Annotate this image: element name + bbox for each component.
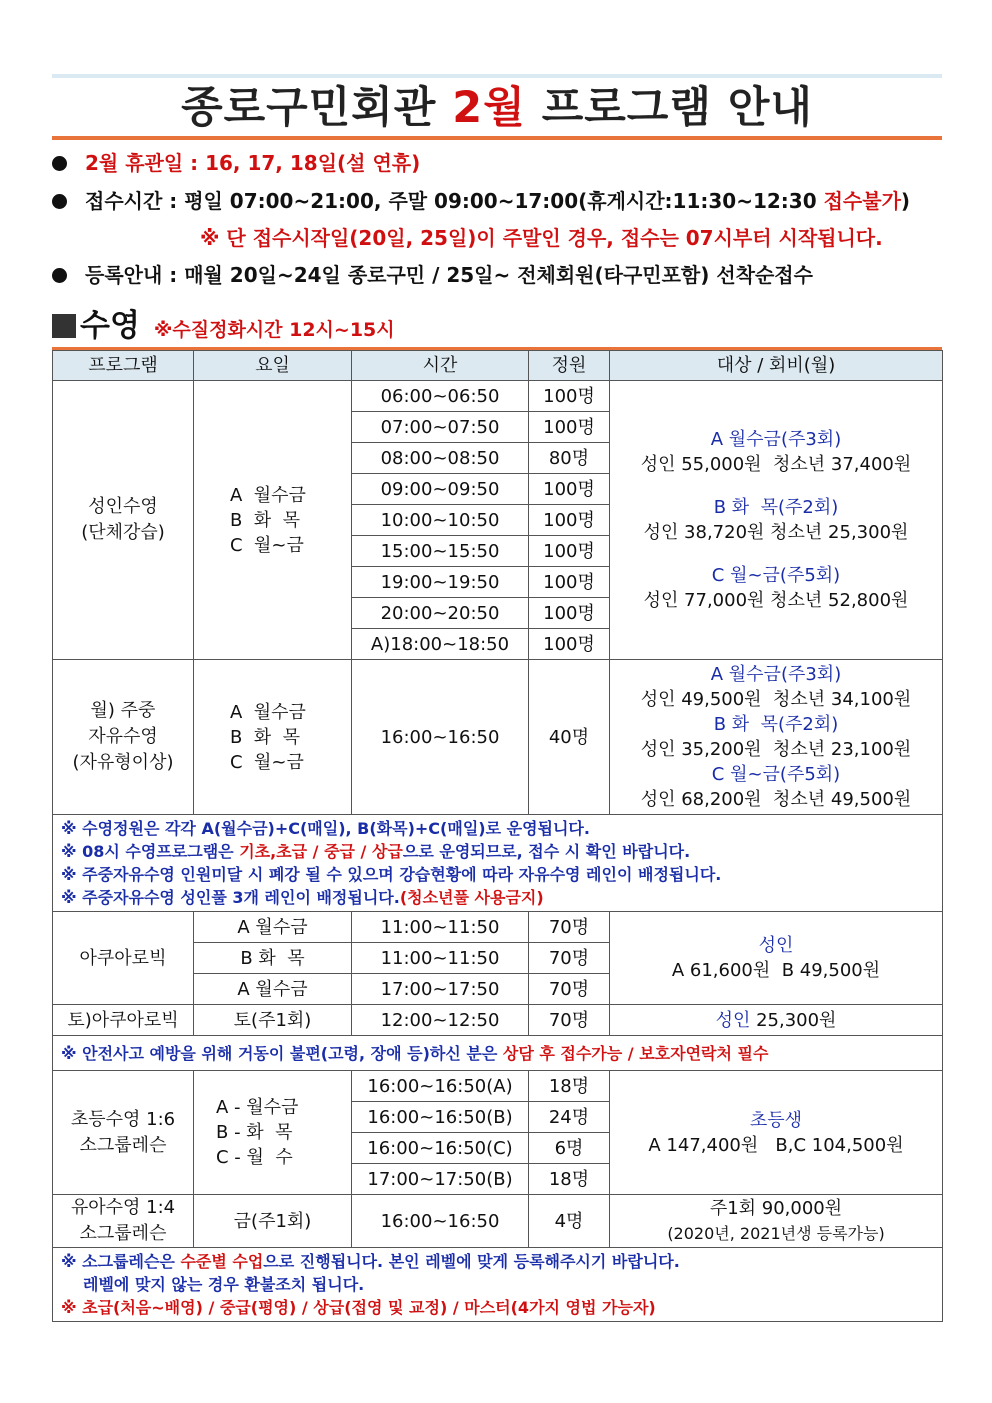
fee-label: 성인 xyxy=(758,935,794,956)
table-row xyxy=(53,1195,943,1248)
fee-price: 25,300원 xyxy=(750,1009,837,1031)
reception-closed-text: 접수불가 xyxy=(823,189,901,213)
header-program: 프로그램 xyxy=(53,351,194,381)
capacity-cell: 6명 xyxy=(529,1133,610,1164)
day-cell: B 화 목 xyxy=(194,943,352,974)
fee-label: B 화 목(주2회) xyxy=(713,497,839,518)
header-capacity: 정원 xyxy=(529,351,610,381)
table-row xyxy=(53,1036,943,1071)
fee-label: A 월수금(주3회) xyxy=(710,429,842,450)
elem-fee-cell xyxy=(610,1071,943,1195)
capacity-cell: 100명 xyxy=(529,536,610,567)
bullet-icon xyxy=(52,194,67,209)
fee-label: C 월~금(주5회) xyxy=(711,764,841,785)
top-divider xyxy=(52,74,942,78)
kids-program-cell xyxy=(53,1195,194,1248)
free-program-cell xyxy=(53,660,194,815)
capacity-cell: 100명 xyxy=(529,381,610,412)
adult-program-cell xyxy=(53,381,194,660)
time-cell: 15:00~15:50 xyxy=(352,536,529,567)
safety-note xyxy=(53,1036,943,1071)
registration-text: 등록안내 : 매월 20일~24일 종로구민 / 25일~ 전체회원(타구민포함) 선착순접수 xyxy=(85,263,813,287)
closed-days-text: 2월 휴관일 : 16, 17, 18일(설 연휴) xyxy=(85,151,421,175)
page-title xyxy=(52,82,942,134)
kids-fee-cell xyxy=(610,1195,943,1248)
time-cell: 07:00~07:50 xyxy=(352,412,529,443)
table-row xyxy=(53,660,943,815)
capacity-cell: 80명 xyxy=(529,443,610,474)
capacity-cell: 4명 xyxy=(529,1195,610,1248)
title-text-pre: 종로구민회관 xyxy=(181,83,453,133)
note-line: ※ 주중자유수영 인원미달 시 폐강 될 수 있으며 강습현황에 따라 자유수영 레인이 배정됩니다. xyxy=(61,865,722,884)
time-cell: 16:00~16:50 xyxy=(352,660,529,815)
fee-label: B 화 목(주2회) xyxy=(713,714,839,735)
header-target-fee: 대상 / 회비(월) xyxy=(610,351,943,381)
note-highlight: 상담 후 접수가능 / 보호자연락처 필수 xyxy=(502,1043,769,1063)
adult-day-b: B 화 목 xyxy=(230,509,301,531)
capacity-cell: 24명 xyxy=(529,1102,610,1133)
bullet-icon xyxy=(52,268,67,283)
day-cell: 금(주1회) xyxy=(194,1195,352,1248)
header-days: 요일 xyxy=(194,351,352,381)
time-cell: 11:00~11:50 xyxy=(352,943,529,974)
time-cell: 20:00~20:50 xyxy=(352,598,529,629)
capacity-cell: 100명 xyxy=(529,474,610,505)
note-text: ※ 소그룹레슨은 xyxy=(61,1252,181,1271)
reception-hours-close: ) xyxy=(900,189,911,213)
elem-day-c: C - 월 수 xyxy=(216,1147,293,1168)
note-highlight: 수준별 수업 xyxy=(180,1252,264,1271)
sat-aqua-program-cell: 토)아쿠아로빅 xyxy=(53,1005,194,1036)
time-cell: 16:00~16:50(A) xyxy=(352,1071,529,1102)
fee-label: 성인 xyxy=(715,1009,751,1031)
note-highlight: 기초,초급 / 중급 / 상급 xyxy=(239,842,403,861)
time-cell: A)18:00~18:50 xyxy=(352,629,529,660)
time-cell: 11:00~11:50 xyxy=(352,912,529,943)
day-cell: A 월수금 xyxy=(194,974,352,1005)
reception-note: ※ 단 접수시작일(20일, 25일)이 주말인 경우, 접수는 07시부터 시작됩니다. xyxy=(200,226,883,250)
capacity-cell: 18명 xyxy=(529,1164,610,1195)
capacity-cell: 70명 xyxy=(529,974,610,1005)
time-cell: 16:00~16:50(B) xyxy=(352,1102,529,1133)
reception-hours-line xyxy=(52,188,910,214)
bullet-icon xyxy=(52,156,67,171)
table-row xyxy=(53,1248,943,1322)
kids-program-type: 소그룹레슨 xyxy=(79,1223,167,1244)
table-row xyxy=(53,1005,943,1036)
table-row xyxy=(53,381,943,412)
time-cell: 16:00~16:50(C) xyxy=(352,1133,529,1164)
free-program-name: 월) 주중 xyxy=(90,700,156,721)
title-text-post: 프로그램 안내 xyxy=(525,83,813,133)
time-cell: 09:00~09:50 xyxy=(352,474,529,505)
free-days-cell xyxy=(194,660,352,815)
capacity-cell: 100명 xyxy=(529,629,610,660)
section-title xyxy=(52,300,395,345)
fee-note: (2020년, 2021년생 등록가능) xyxy=(667,1224,885,1243)
adult-day-a: A 월수금 xyxy=(230,484,306,506)
note-text: 으로 진행됩니다. 본인 레벨에 맞게 등록해주시기 바랍니다. xyxy=(263,1252,680,1271)
elem-day-a: A - 월수금 xyxy=(216,1097,299,1118)
fee-price: A 147,400원 B,C 104,500원 xyxy=(648,1134,904,1156)
closed-days-line xyxy=(52,150,420,176)
day-cell: A 월수금 xyxy=(194,912,352,943)
elem-program-cell xyxy=(53,1071,194,1195)
time-cell: 10:00~10:50 xyxy=(352,505,529,536)
adult-program-name: 성인수영 xyxy=(88,496,158,517)
free-day-a: A 월수금 xyxy=(230,701,306,723)
fee-price: 성인 77,000원 청소년 52,800원 xyxy=(643,590,909,611)
section-name: 수영 xyxy=(80,308,140,344)
free-program-level: (자유형이상) xyxy=(72,752,174,773)
free-day-b: B 화 목 xyxy=(230,726,301,748)
capacity-cell: 70명 xyxy=(529,943,610,974)
program-table xyxy=(52,350,943,1322)
elem-program-name: 초등수영 1:6 xyxy=(70,1108,176,1130)
time-cell: 08:00~08:50 xyxy=(352,443,529,474)
table-row xyxy=(53,912,943,943)
elem-day-b: B - 화 목 xyxy=(216,1122,293,1143)
capacity-cell: 70명 xyxy=(529,1005,610,1036)
section-note: ※수질정화시간 12시~15시 xyxy=(153,319,395,341)
note-line: ※ 초급(처음~배영) / 중급(평영) / 상급(접영 및 교정) / 마스터(4가지 영법 가능자) xyxy=(61,1298,656,1317)
header-time: 시간 xyxy=(352,351,529,381)
capacity-cell: 40명 xyxy=(529,660,610,815)
adult-day-c: C 월~금 xyxy=(230,534,304,556)
capacity-cell: 18명 xyxy=(529,1071,610,1102)
note-text: 으로 운영되므로, 접수 시 확인 바랍니다. xyxy=(402,842,691,861)
fee-price: 성인 55,000원 청소년 37,400원 xyxy=(640,454,912,475)
note-highlight: (청소년풀 사용금지) xyxy=(399,888,544,907)
lesson-notes xyxy=(53,1248,943,1322)
note-text: ※ 주중자유수영 성인풀 3개 레인이 배정됩니다. xyxy=(61,888,400,907)
time-cell: 06:00~06:50 xyxy=(352,381,529,412)
fee-price: 성인 68,200원 청소년 49,500원 xyxy=(640,789,912,810)
capacity-cell: 100명 xyxy=(529,412,610,443)
swim-notes xyxy=(53,815,943,912)
fee-label: C 월~금(주5회) xyxy=(711,565,841,586)
title-underline xyxy=(52,136,942,140)
aqua-program-cell: 아쿠아로빅 xyxy=(53,912,194,1005)
reception-hours-text: 접수시간 : 평일 07:00~21:00, 주말 09:00~17:00(휴게시간:11:30~12:30 xyxy=(85,189,824,213)
free-fee-cell xyxy=(610,660,943,815)
time-cell: 17:00~17:50 xyxy=(352,974,529,1005)
square-icon xyxy=(52,314,76,338)
time-cell: 12:00~12:50 xyxy=(352,1005,529,1036)
time-cell: 16:00~16:50 xyxy=(352,1195,529,1248)
adult-days-cell xyxy=(194,381,352,660)
table-row xyxy=(53,815,943,912)
adult-fee-cell xyxy=(610,381,943,660)
free-program-type: 자유수영 xyxy=(88,726,158,747)
title-month: 2월 xyxy=(452,83,526,133)
fee-label: A 월수금(주3회) xyxy=(710,664,842,685)
table-row xyxy=(53,1071,943,1102)
aqua-fee-cell xyxy=(610,912,943,1005)
fee-price: 주1회 90,000원 xyxy=(709,1198,843,1219)
fee-label: 초등생 xyxy=(749,1109,803,1131)
fee-price: 성인 49,500원 청소년 34,100원 xyxy=(640,689,912,710)
capacity-cell: 100명 xyxy=(529,598,610,629)
kids-program-name: 유아수영 1:4 xyxy=(70,1197,176,1218)
elem-days-cell xyxy=(194,1071,352,1195)
fee-price: A 61,600원 B 49,500원 xyxy=(671,960,881,981)
note-line: 레벨에 맞지 않는 경우 환불조치 됩니다. xyxy=(83,1275,365,1294)
capacity-cell: 100명 xyxy=(529,567,610,598)
time-cell: 19:00~19:50 xyxy=(352,567,529,598)
note-line xyxy=(61,840,942,863)
note-line xyxy=(61,1250,942,1273)
sat-aqua-fee-cell xyxy=(610,1005,943,1036)
capacity-cell: 100명 xyxy=(529,505,610,536)
day-cell: 토(주1회) xyxy=(194,1005,352,1036)
note-text: ※ 08시 수영프로그램은 xyxy=(61,842,240,861)
table-header-row xyxy=(53,351,943,381)
note-line: ※ 수영정원은 각각 A(월수금)+C(매일), B(화목)+C(매일)로 운영됩니다. xyxy=(61,819,590,838)
elem-program-type: 소그룹레슨 xyxy=(79,1134,167,1156)
adult-program-type: (단체강습) xyxy=(81,522,165,543)
note-line xyxy=(61,886,942,909)
fee-price: 성인 38,720원 청소년 25,300원 xyxy=(643,522,909,543)
time-cell: 17:00~17:50(B) xyxy=(352,1164,529,1195)
free-day-c: C 월~금 xyxy=(230,751,304,773)
fee-price: 성인 35,200원 청소년 23,100원 xyxy=(640,739,912,760)
note-text: ※ 안전사고 예방을 위해 거동이 불편(고령, 장애 등)하신 분은 xyxy=(61,1043,503,1063)
capacity-cell: 70명 xyxy=(529,912,610,943)
registration-line xyxy=(52,262,813,288)
